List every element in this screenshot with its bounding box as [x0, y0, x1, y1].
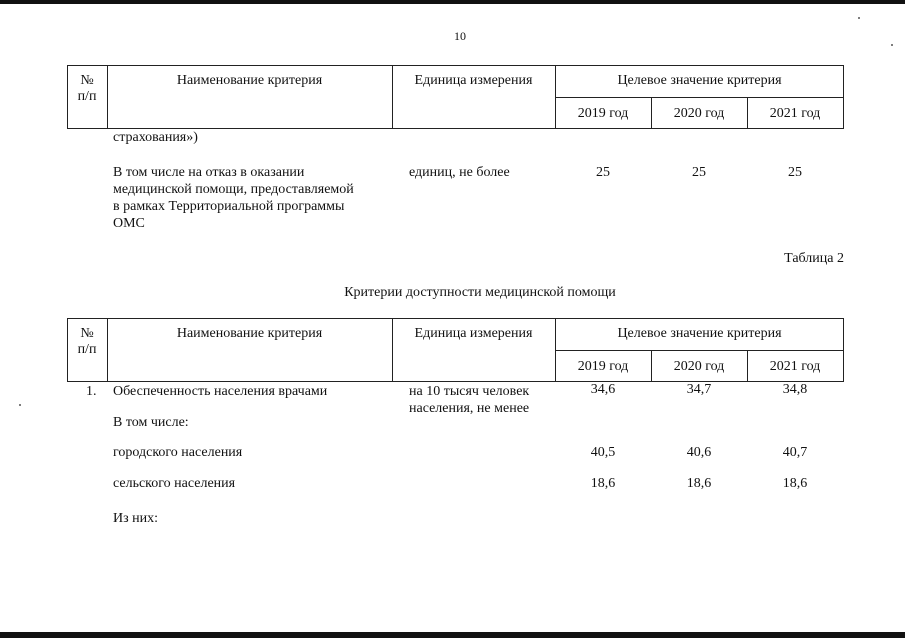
- header-num: №: [80, 326, 94, 341]
- header-year-2020: 2020 год: [673, 359, 725, 374]
- row-name-line: В том числе на отказ в оказании: [113, 165, 305, 180]
- row-name-line: ОМС: [113, 216, 145, 231]
- header-year-2021: 2021 год: [769, 359, 821, 374]
- row-value-2020: 34,7: [686, 382, 712, 397]
- row-name-line: медицинской помощи, предоставляемой: [113, 182, 354, 197]
- scan-border-bottom: [0, 632, 905, 638]
- row-value-2019: 34,6: [590, 382, 616, 397]
- row-num: 1.: [86, 384, 97, 399]
- table2-caption: Таблица 2: [784, 251, 844, 266]
- header-target: Целевое значение критерия: [617, 73, 782, 88]
- header-year-2019: 2019 год: [577, 106, 629, 121]
- header-num-sub: п/п: [77, 342, 97, 357]
- row-name-line: в рамках Территориальной программы: [113, 199, 345, 214]
- row-unit-line: на 10 тысяч человек: [409, 384, 530, 399]
- row-value-2020: 25: [692, 165, 706, 180]
- row-unit: единиц, не более: [409, 165, 510, 180]
- header-unit: Единица измерения: [414, 73, 533, 88]
- row-value-2020: 40,6: [686, 445, 712, 460]
- table1-prev-text: страхования»): [113, 130, 198, 145]
- page-number: 10: [454, 29, 466, 43]
- row-value-2019: 40,5: [590, 445, 616, 460]
- row-name: сельского населения: [113, 476, 236, 491]
- scan-speck: [858, 17, 860, 19]
- row-value-2019: 18,6: [590, 476, 616, 491]
- row-name: городского населения: [113, 445, 243, 460]
- row-value-2019: 25: [596, 165, 610, 180]
- header-year-2021: 2021 год: [769, 106, 821, 121]
- scan-speck: [19, 404, 21, 406]
- header-unit: Единица измерения: [414, 326, 533, 341]
- header-criterion: Наименование критерия: [176, 326, 323, 341]
- row-value-2021: 25: [788, 165, 802, 180]
- header-criterion: Наименование критерия: [176, 73, 323, 88]
- row-value-2021: 18,6: [782, 476, 808, 491]
- header-target: Целевое значение критерия: [617, 326, 782, 341]
- header-num-sub: п/п: [77, 89, 97, 104]
- row-value-2021: 34,8: [782, 382, 808, 397]
- including-label: В том числе:: [113, 415, 189, 430]
- scan-border-top: [0, 0, 905, 4]
- header-year-2020: 2020 год: [673, 106, 725, 121]
- row-value-2021: 40,7: [782, 445, 808, 460]
- row-name: Обеспеченность населения врачами: [113, 384, 328, 399]
- table2-title: Критерии доступности медицинской помощи: [344, 285, 616, 300]
- header-year-2019: 2019 год: [577, 359, 629, 374]
- of-them-label: Из них:: [113, 511, 159, 526]
- row-unit-line: населения, не менее: [409, 401, 530, 416]
- row-value-2020: 18,6: [686, 476, 712, 491]
- scan-speck: [891, 44, 893, 46]
- header-num: №: [80, 73, 94, 88]
